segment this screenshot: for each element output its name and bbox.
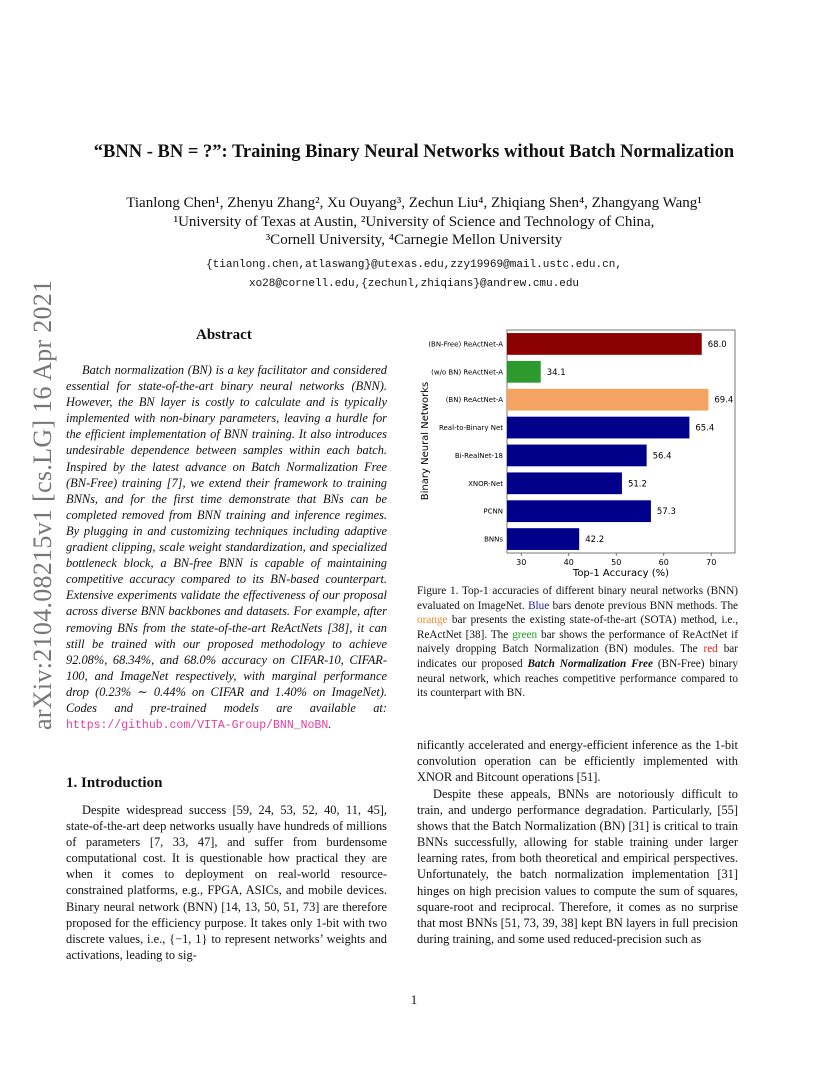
caption-bold-text: Batch Normalization Free [527,657,653,670]
caption-text-1: Figure 1. Top-1 accuracies of different binary neural networks (BNN) evaluated on ImageNet. [417,585,738,612]
value-label-bn-reactnet-a: 69.4 [714,395,734,406]
x-tick-label-40: 40 [563,558,574,567]
caption-orange-word: orange [417,614,448,627]
x-tick-label-30: 30 [516,558,527,567]
affiliations-2: ³Cornell University, ⁴Carnegie Mellon University [265,232,563,248]
caption-text-3: bar presents the existing state-of-the-art (SOTA) method, i.e., ReActNet [38]. The [417,614,738,641]
caption-green-word: green [512,628,538,641]
right-column-paragraph-2: Despite these appeals, BNNs are notoriously difficult to train, and undergo performance degradation. Particularly, [55] shows that the Batch Normalization (BN) [31] is critical to train BNNs successfully, allowing for stable training under larger learning rates, from both theoretical and empirical perspectives. Unfortunately, the batch normalization implementation [31] hinges on high precision values to compute the sum of squares, square-root and reciprocal. Therefore, it comes as no surprise that most BNNs [51, 73, 39, 38] kept BN layers in full precision during training, and some used reduced-precision such as [417,787,738,946]
bar-xnor-net [507,472,622,494]
affiliations-1: ¹University of Texas at Austin, ²University of Science and Technology of China, [173,213,655,230]
abstract-heading: Abstract [196,327,252,343]
right-column-paragraph-1: nificantly accelerated and energy-efficient inference as the 1-bit convolution operation can be efficiently implemented with XNOR and Bitcount operations [51]. [417,738,738,785]
bar-bn-reactnet-a [507,389,708,411]
caption-text-5: bar indicates our proposed [417,643,738,670]
bar-bn-free-reactnet-a [507,333,702,355]
accuracy-bar-chart [416,328,738,580]
email-block [0,256,828,294]
bar-w-o-bn-reactnet-a [507,361,541,383]
value-label-bn-free-reactnet-a: 68.0 [707,339,727,350]
y-axis-label: Binary Neural Networks [420,381,431,501]
category-label-bn-reactnet-a: (BN) ReActNet-A [445,396,503,405]
category-label-real-to-binary-net: Real-to-Binary Net [438,424,503,433]
caption-text-4: bar shows the performance of ReActNet if naively dropping Batch Normalization (BN) modules. The [417,628,738,656]
category-label-bn-free-reactnet-a: (BN-Free) ReActNet-A [428,340,503,349]
page-number: 1 [410,992,418,1007]
caption-blue-word: Blue [528,599,550,612]
x-axis-label: Top-1 Accuracy (%) [572,568,670,579]
category-label-bnns: BNNs [484,535,503,544]
x-tick-label-70: 70 [706,558,717,567]
value-label-xnor-net: 51.2 [627,479,647,490]
arxiv-stamp: arXiv:2104.08215v1 [cs.LG] 16 Apr 2021 [28,279,57,730]
value-label-bi-realnet-18: 56.4 [652,451,672,462]
caption-text-2: bars denote previous BNN methods. The [549,599,739,612]
value-label-w-o-bn-reactnet-a: 34.1 [546,367,566,378]
value-label-real-to-binary-net: 65.4 [695,423,715,434]
bar-bnns [507,528,579,550]
x-tick-label-60: 60 [658,558,669,567]
paper-title: “BNN - BN = ?”: Training Binary Neural Networks without Batch Normalization [93,142,735,162]
emails-1: {tianlong.chen,atlaswang}@utexas.edu,zzy19969@mail.ustc.edu.cn, [206,259,622,271]
code-link[interactable]: https://github.com/VITA-Group/BNN_NoBN [66,719,329,733]
bar-real-to-binary-net [507,417,689,439]
bar-pcnn [507,500,651,522]
emails-2: xo28@cornell.edu,{zechunl,zhiqians}@andrew.cmu.edu [248,278,580,290]
category-label-pcnn: PCNN [483,507,503,516]
value-label-bnns: 42.2 [585,535,605,546]
introduction-paragraph: Despite widespread success [59, 24, 53, 52, 40, 11, 45], state-of-the-art deep networks usually have hundreds of millions of parameters [7, 33, 47], and suffer from burdensome computational cost. It is questionable how practical they are when it comes to deployment on real-world resource-constrained platforms, e.g., FPGA, ASICs, and mobile devices. Binary neural network (BNN) [14, 13, 50, 51, 73] are therefore proposed for the efficiency purpose. It takes only 1-bit with two discrete values, i.e., {−1, 1} to represent networks’ weights and activations, leading to sig- [66,803,387,962]
caption-red-word: red [703,643,718,656]
category-label-w-o-bn-reactnet-a: (w/o BN) ReActNet-A [431,368,503,377]
abstract-body: Batch normalization (BN) is a key facilitator and considered essential for state-of-the-art binary neural networks (BNN). However, the BN layer is costly to calculate and is typically implemented with non-binary parameters, leaving a hurdle for the efficient implementation of BNN training. It also introduces undesirable dependence between samples within each batch. Inspired by the latest advance on Batch Normalization Free (BN-Free) training [7], we extend their framework to training BNNs, and for the first time demonstrate that BNs can be completed removed from BNN training and inference regimes. By plugging in and customizing techniques including adaptive gradient clipping, scale weight standardization, and specialized bottleneck block, a BN-free BNN is capable of maintaining competitive accuracy compared to its BN-based counterpart. Extensive experiments validate the effectiveness of our proposal across diverse BNN backbones and datasets. For example, after removing BNs from the state-of-the-art ReActNets [38], it can still be trained with our proposed methodology to achieve 92.08%, 68.34%, and 68.0% accuracy on CIFAR-10, CIFAR-100, and ImageNet respectively, with marginal performance drop (0.23% ∼ 0.44% on CIFAR and 1.40% on ImageNet). Codes and pre-trained models are available at: https://github.com/VITA-Group/BNN_NoBN. [66,363,387,733]
category-label-xnor-net: XNOR-Net [468,479,503,488]
value-label-pcnn: 57.3 [656,507,676,518]
section-heading-introduction: 1. Introduction [66,775,163,791]
caption-text-6: (BN-Free) binary neural network, which reaches competitive performance compared to its counterpart with BN. [417,657,738,700]
x-tick-label-50: 50 [611,558,622,567]
figure-caption [417,584,738,701]
author-names: Tianlong Chen¹, Zhenyu Zhang², Xu Ouyang³, Zechun Liu⁴, Zhiqiang Shen⁴, Zhangyang Wang¹ [126,195,702,211]
bar-bi-realnet-18 [507,445,647,467]
author-block [0,194,828,250]
abstract-text: Batch normalization (BN) is a key facilitator and considered essential for state-of-the-art binary neural networks (BNN). However, the BN layer is costly to calculate and is typically implemented with non-binary parameters, leaving a hurdle for the efficient implementation of BNN training. It also introduces undesirable dependence between samples within each batch. Inspired by the latest advance on Batch Normalization Free (BN-Free) training [7], we extend their framework to training BNNs, and for the first time demonstrate that BNs can be completed removed from BNN training and inference regimes. By plugging in and customizing techniques including adaptive gradient clipping, scale weight standardization, and specialized bottleneck block, a BN-free BNN is capable of maintaining competitive accuracy compared to its BN-based counterpart. Extensive experiments validate the effectiveness of our proposal across diverse BNN backbones and datasets. For example, after removing BNs from the state-of-the-art ReActNets [38], it can still be trained with our proposed methodology to achieve 92.08%, 68.34%, and 68.0% accuracy on CIFAR-10, CIFAR-100, and ImageNet respectively, with marginal performance drop (0.23% ∼ 0.44% on CIFAR and 1.40% on ImageNet). Codes and pre-trained models are available at: [66,363,387,715]
category-label-bi-realnet-18: Bi-RealNet-18 [454,451,503,460]
